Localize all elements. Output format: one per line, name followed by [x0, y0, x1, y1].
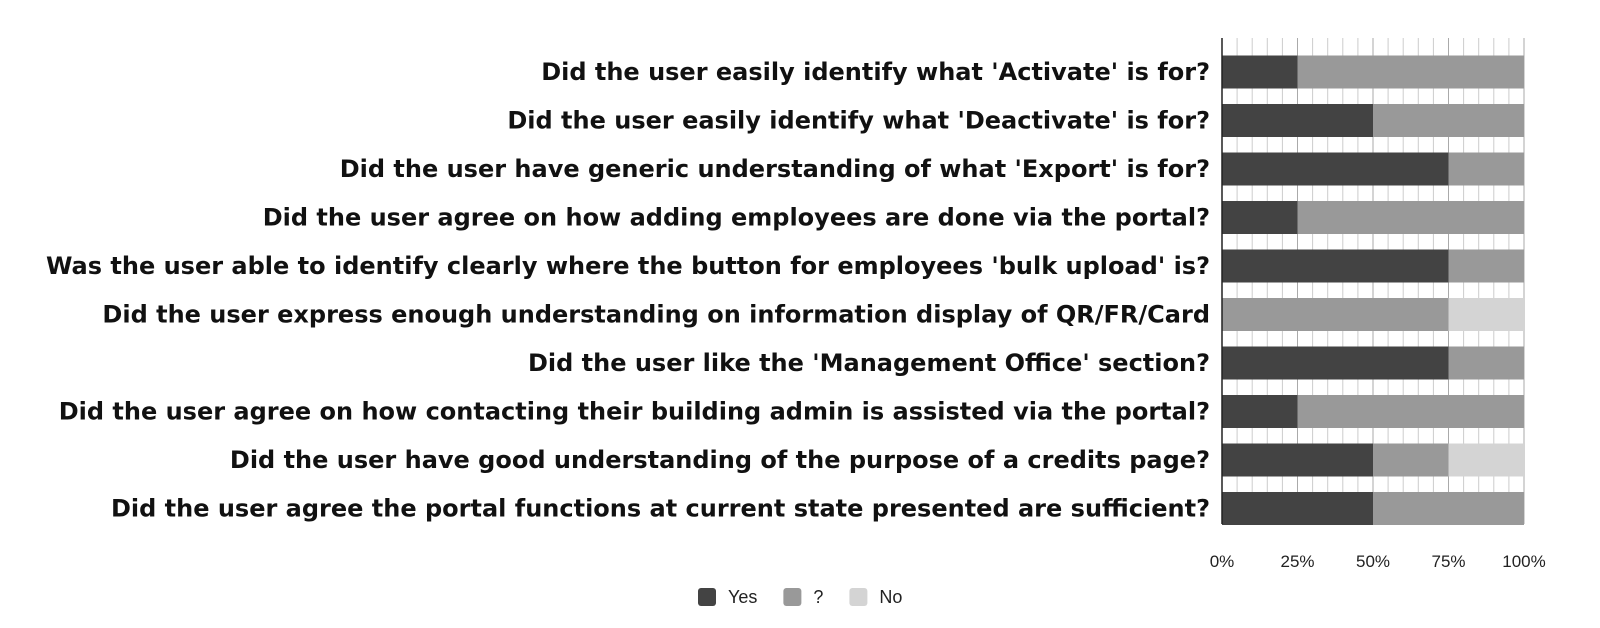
x-tick-label: 100% — [1502, 552, 1546, 571]
bar-segment — [1222, 395, 1298, 428]
bar-segment — [1222, 492, 1373, 525]
category-label: Did the user have generic understanding of what 'Export' is for? — [339, 155, 1210, 183]
legend-swatch — [783, 588, 801, 606]
bar-segment — [1449, 347, 1525, 380]
bar-segment — [1222, 298, 1449, 331]
legend-swatch — [698, 588, 716, 606]
bar-segment — [1449, 444, 1525, 477]
category-label: Did the user agree on how adding employees are done via the portal? — [262, 203, 1210, 232]
category-label: Did the user easily identify what 'Deactivate' is for? — [507, 106, 1210, 135]
bar-segment — [1222, 444, 1373, 477]
bar-segment — [1298, 201, 1525, 234]
bar-segment — [1373, 444, 1449, 477]
bar-segment — [1449, 298, 1525, 331]
bar-segment — [1222, 104, 1373, 137]
bar-segment — [1222, 347, 1449, 380]
bar-segment — [1222, 201, 1298, 234]
category-label: Did the user agree the portal functions at current state presented are sufficient? — [110, 494, 1210, 523]
legend-label: ? — [813, 587, 824, 607]
bar-segment — [1449, 153, 1525, 186]
legend-label: No — [879, 587, 903, 607]
category-label: Did the user agree on how contacting their building admin is assisted via the portal? — [58, 397, 1210, 426]
x-tick-label: 0% — [1209, 552, 1235, 571]
category-label: Did the user easily identify what 'Activate' is for? — [541, 58, 1210, 86]
legend-swatch — [849, 588, 867, 606]
category-label: Was the user able to identify clearly where the button for employees 'bulk upload' is? — [45, 252, 1210, 280]
bar-segment — [1222, 56, 1298, 89]
category-label: Did the user like the 'Management Office' section? — [527, 349, 1210, 377]
category-label: Did the user have good understanding of the purpose of a credits page? — [229, 446, 1210, 474]
bar-segment — [1298, 395, 1525, 428]
x-tick-label: 50% — [1355, 552, 1391, 571]
bar-segment — [1373, 492, 1524, 525]
bar-segment — [1222, 153, 1449, 186]
category-label: Did the user express enough understanding on information display of QR/FR/Card — [102, 300, 1210, 329]
bar-segment — [1449, 250, 1525, 283]
bar-segment — [1222, 250, 1449, 283]
bar-segment — [1373, 104, 1524, 137]
x-tick-label: 75% — [1431, 552, 1466, 571]
legend-label: Yes — [728, 587, 758, 607]
x-tick-label: 25% — [1280, 552, 1315, 571]
bar-segment — [1298, 56, 1525, 89]
